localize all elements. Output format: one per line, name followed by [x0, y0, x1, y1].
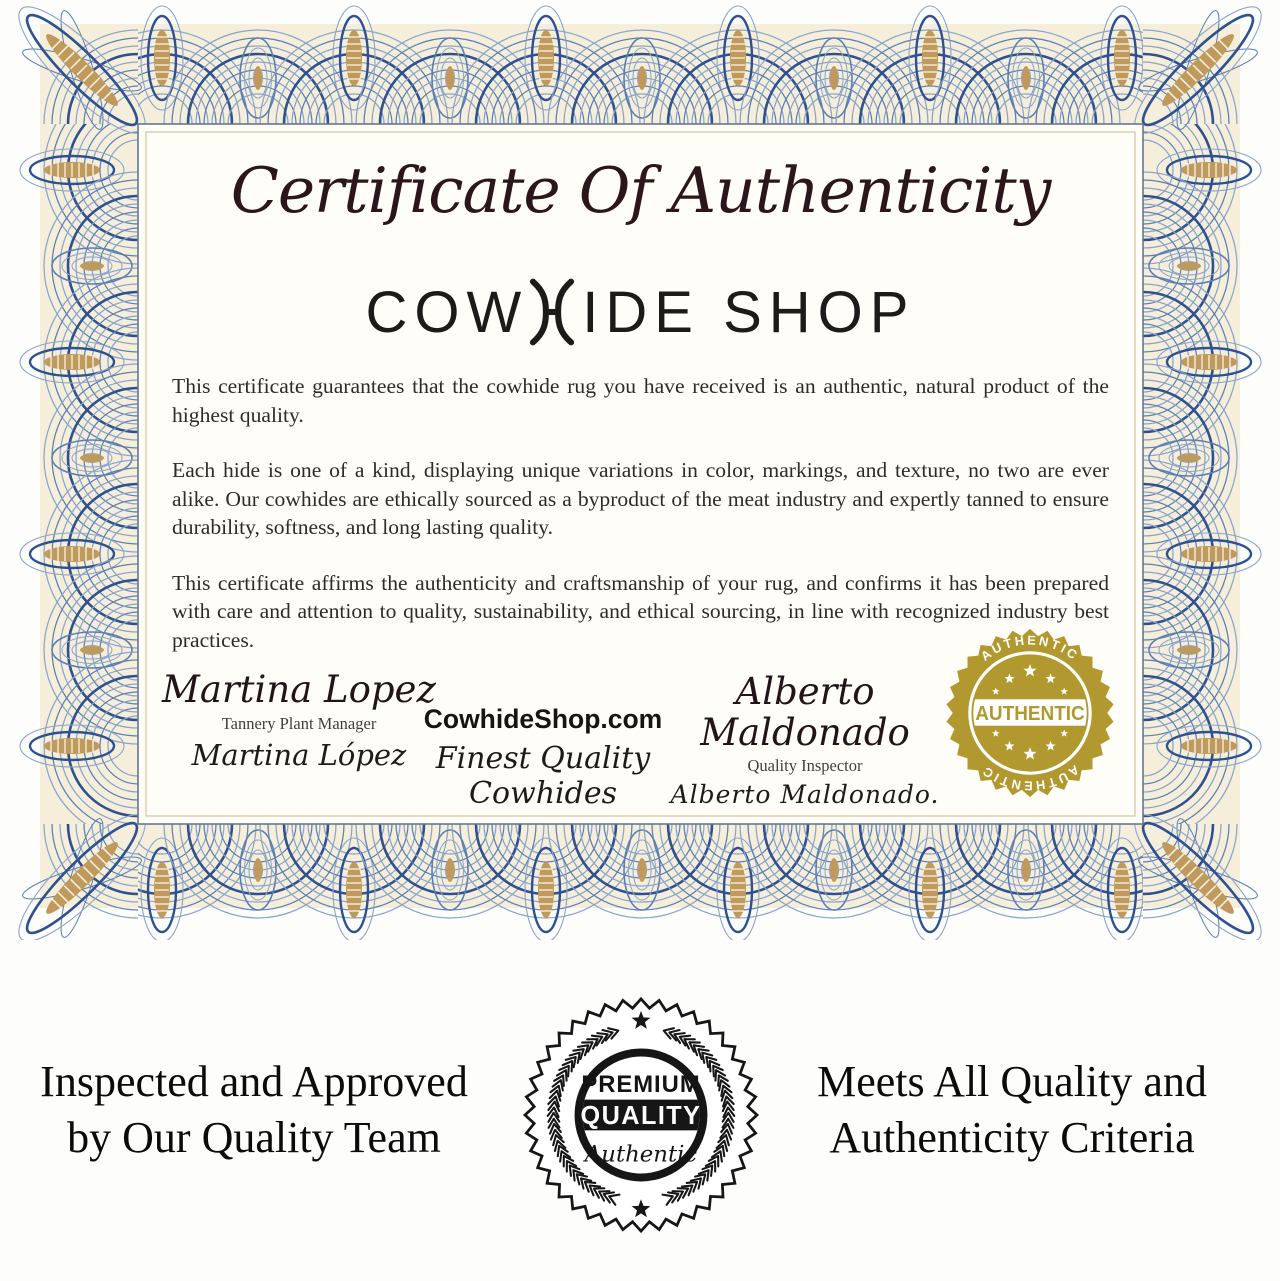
seal-ring-text-bottom: AUTHENTIC: [977, 762, 1083, 794]
brand-logo-post: IDE SHOP: [582, 279, 916, 345]
footer-right-text: [794, 1054, 1230, 1166]
signatory-role: Tannery Plant Manager: [221, 713, 377, 733]
footer-right-line1: Meets All Quality and: [817, 1057, 1207, 1106]
signatory-role: Quality Inspector: [747, 756, 863, 776]
badge-premium-text: PREMIUM: [581, 1071, 701, 1099]
signatory-autograph: Alberto Maldonado.: [670, 780, 940, 810]
seal-ring-text-top: AUTHENTIC: [977, 632, 1083, 664]
signatory-name: Alberto Maldonado: [700, 670, 910, 754]
signatory-autograph: Martina López: [191, 737, 407, 772]
paragraph-1: This certificate guarantees that the cowhide rug you have received is an authentic, natural product of the highest quality.: [172, 374, 1109, 427]
cowhide-h-icon: [526, 276, 578, 348]
signatory-name: Martina Lopez: [162, 668, 436, 711]
footer-left-line2: by Our Quality Team: [67, 1112, 441, 1162]
badge-authentic-text: Authentic: [584, 1141, 698, 1168]
brand-logo-pre: COW: [365, 279, 529, 345]
signature-block-right: [640, 672, 970, 809]
authentic-seal-icon: [942, 625, 1118, 801]
seal-word: AUTHENTIC: [975, 701, 1085, 725]
footer-left-line1: Inspected and Approved: [40, 1057, 468, 1106]
footer-left-text: [28, 1054, 480, 1166]
premium-quality-badge-icon: [522, 995, 760, 1235]
brand-logo: [138, 272, 1143, 352]
paragraph-2: Each hide is one of a kind, displaying unique variations in color, markings, and texture, no two are ever alike. Our cowhides are ethically sourced as a byproduct of the meat industry and expertly tanned to ensure durability, softness, and long lasting quality.: [172, 458, 1109, 539]
footer-right-line2: Authenticity Criteria: [829, 1112, 1195, 1162]
certificate-title: Certificate Of Authenticity: [230, 154, 1051, 227]
brand-site: CowhideShop.com: [423, 704, 663, 734]
brand-tagline: Finest Quality Cowhides: [435, 741, 651, 811]
badge-quality-text: QUALITY: [580, 1101, 702, 1130]
paragraph-3: This certificate affirms the authenticity and craftsmanship of your rug, and confirms it has been prepared with care and attention to quality, sustainability, and ethical sourcing, in line with recognized industry best practices.: [172, 570, 1109, 652]
